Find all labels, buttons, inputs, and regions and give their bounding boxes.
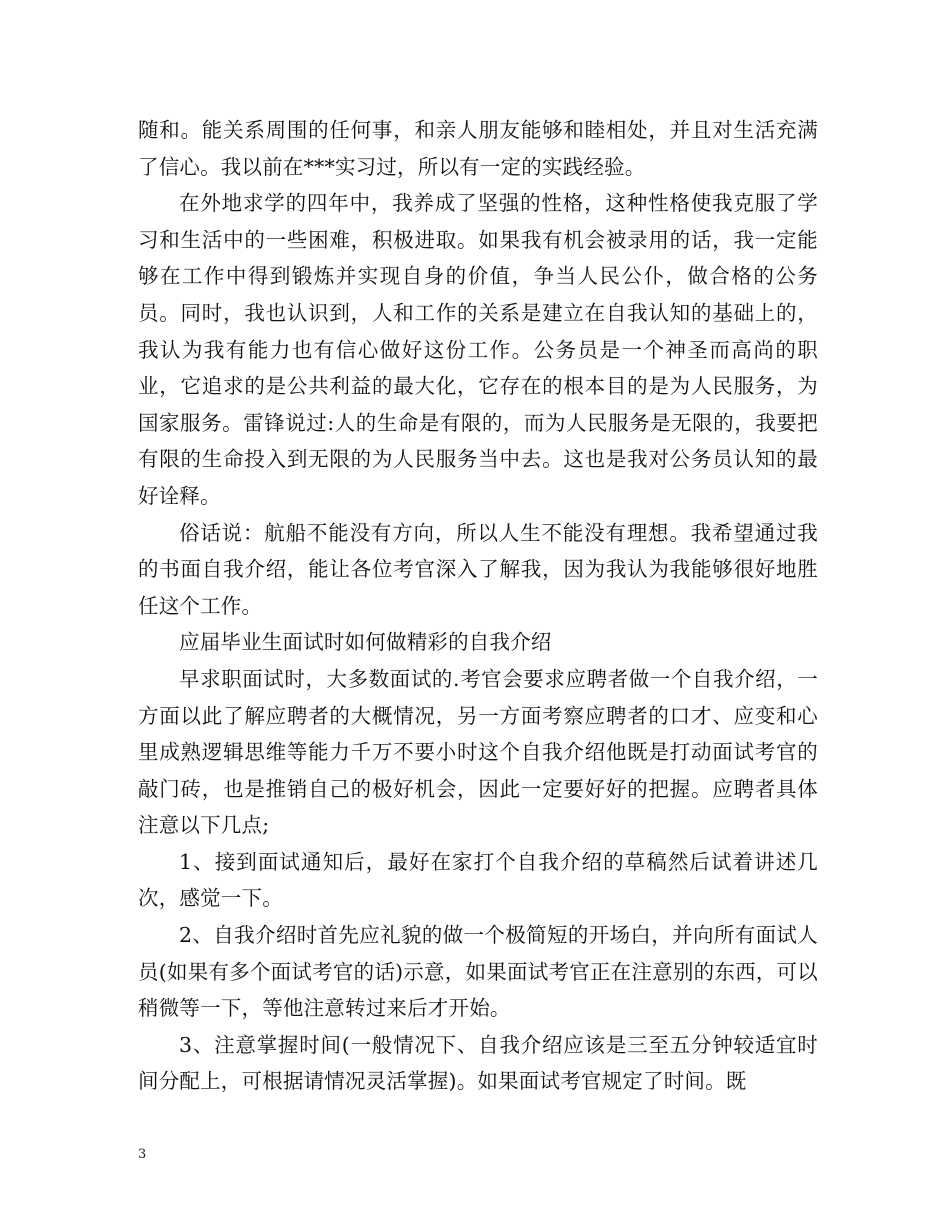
paragraph: 早求职面试时，大多数面试的.考官会要求应聘者做一个自我介绍，一方面以此了解应聘者的大概情况，另一方面考察应聘者的口才、应变和心里成熟逻辑思维等能力千万不要小时这个自我介绍他既是打动面试考官的敲门砖，也是推销自己的极好机会，因此一定要好好的把握。应聘者具体注意以下几点; xyxy=(138,666,818,838)
list-item: 3、注意掌握时间(一般情况下、自我介绍应该是三至五分钟较适宜时间分配上，可根据请情况灵活掌握)。如果面试考官规定了时间。既 xyxy=(138,1032,818,1094)
list-item: 2、自我介绍时首先应礼貌的做一个极简短的开场白，并向所有面试人员(如果有多个面试考官的话)示意，如果面试考官正在注意别的东西，可以稍微等一下，等他注意转过来后才开始。 xyxy=(138,923,818,1021)
page-number: 3 xyxy=(138,1147,147,1162)
section-heading: 应届毕业生面试时如何做精彩的自我介绍 xyxy=(179,630,552,655)
list-item: 1、接到面试通知后，最好在家打个自我介绍的草稿然后试着讲述几次，感觉一下。 xyxy=(138,849,818,911)
body-text xyxy=(138,112,818,1100)
paragraph: 俗话说：航船不能没有方向，所以人生不能没有理想。我希望通过我的书面自我介绍，能让各位考官深入了解我，因为我认为我能够很好地胜任这个工作。 xyxy=(138,520,818,618)
paragraph: 在外地求学的四年中，我养成了坚强的性格，这种性格使我克服了学习和生活中的一些困难，积极进取。如果我有机会被录用的话，我一定能够在工作中得到锻炼并实现自身的价值，争当人民公仆，做合格的公务员。同时，我也认识到，人和工作的关系是建立在自我认知的基础上的，我认为我有能力也有信心做好这份工作。公务员是一个神圣而高尚的职业，它追求的是公共利益的最大化，它存在的根本目的是为人民服务，为国家服务。雷锋说过:人的生命是有限的，而为人民服务是无限的，我要把有限的生命投入到无限的为人民服务当中去。这也是我对公务员认知的最好诠释。 xyxy=(138,191,818,508)
paragraph: 随和。能关系周围的任何事，和亲人朋友能够和睦相处，并且对生活充满了信心。我以前在***实习过，所以有一定的实践经验。 xyxy=(138,118,818,179)
